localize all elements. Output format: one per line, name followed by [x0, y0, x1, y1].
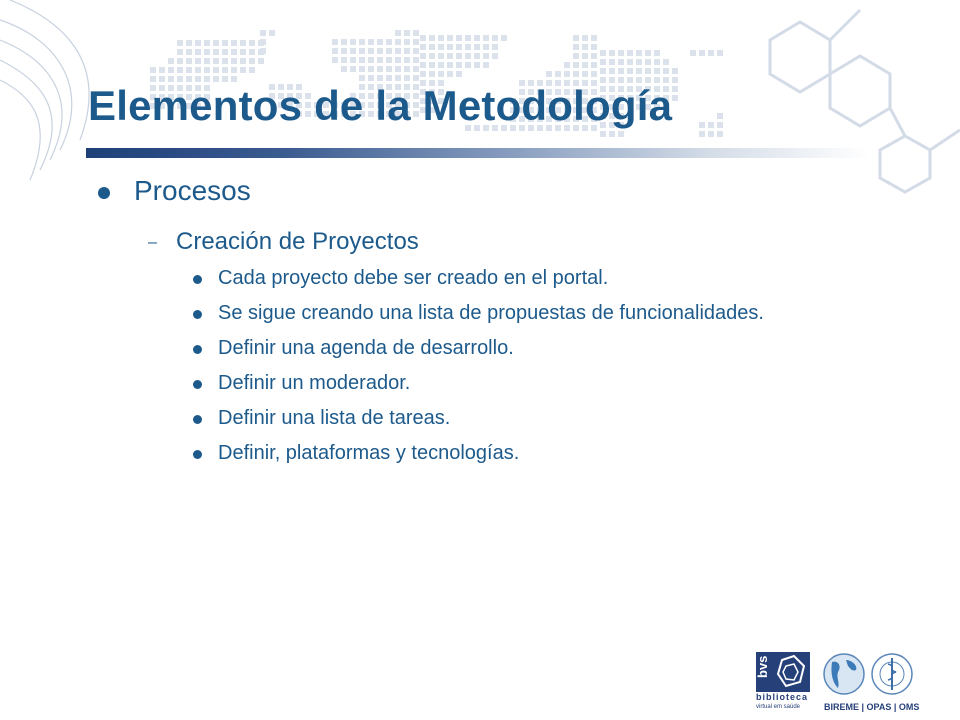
bullet-item-text: Definir un moderador.: [218, 372, 411, 394]
bullet-dot-icon: [193, 450, 202, 459]
bullet-level3-list: [193, 266, 793, 465]
bullet-dot-icon: [193, 415, 202, 424]
bvs-subtitle: virtual em saúde: [756, 704, 801, 710]
bullet-item-text: Definir una lista de tareas.: [218, 407, 451, 429]
bullet-item: [193, 441, 793, 465]
bullet-item: [193, 336, 793, 360]
bullet-dot-icon: [98, 187, 110, 199]
bullet-dot-icon: [193, 380, 202, 389]
bullet-item: [193, 266, 793, 290]
bullet-dot-icon: [193, 310, 202, 319]
bullet-item-text: Cada proyecto debe ser creado en el portal.: [218, 267, 609, 289]
bvs-logo-icon: [756, 652, 810, 692]
bullet-item-text: Definir una agenda de desarrollo.: [218, 337, 514, 359]
bullet-level2-text: Creación de Proyectos: [176, 228, 419, 255]
organizations-label: BIREME | OPAS | OMS: [824, 702, 920, 712]
bullet-level1-text: Procesos: [134, 175, 251, 206]
globe-icon: [822, 652, 866, 696]
footer-logos: [752, 648, 952, 716]
bullet-dot-icon: [193, 275, 202, 284]
svg-text:bvs: bvs: [756, 655, 770, 678]
bullet-item-text: Definir, plataformas y tecnologías.: [218, 442, 520, 464]
who-emblem-icon: [870, 652, 914, 696]
slide-title: Elementos de la Metodología: [88, 82, 673, 129]
dash-bullet-icon: –: [148, 234, 157, 251]
bullet-item-text: Se sigue creando una lista de propuestas de funcionalidades.: [218, 302, 764, 324]
bvs-name: biblioteca: [756, 692, 809, 702]
bullet-dot-icon: [193, 345, 202, 354]
bullet-item: [193, 371, 793, 395]
bullet-item: [193, 406, 793, 430]
bullet-item: [193, 301, 778, 325]
